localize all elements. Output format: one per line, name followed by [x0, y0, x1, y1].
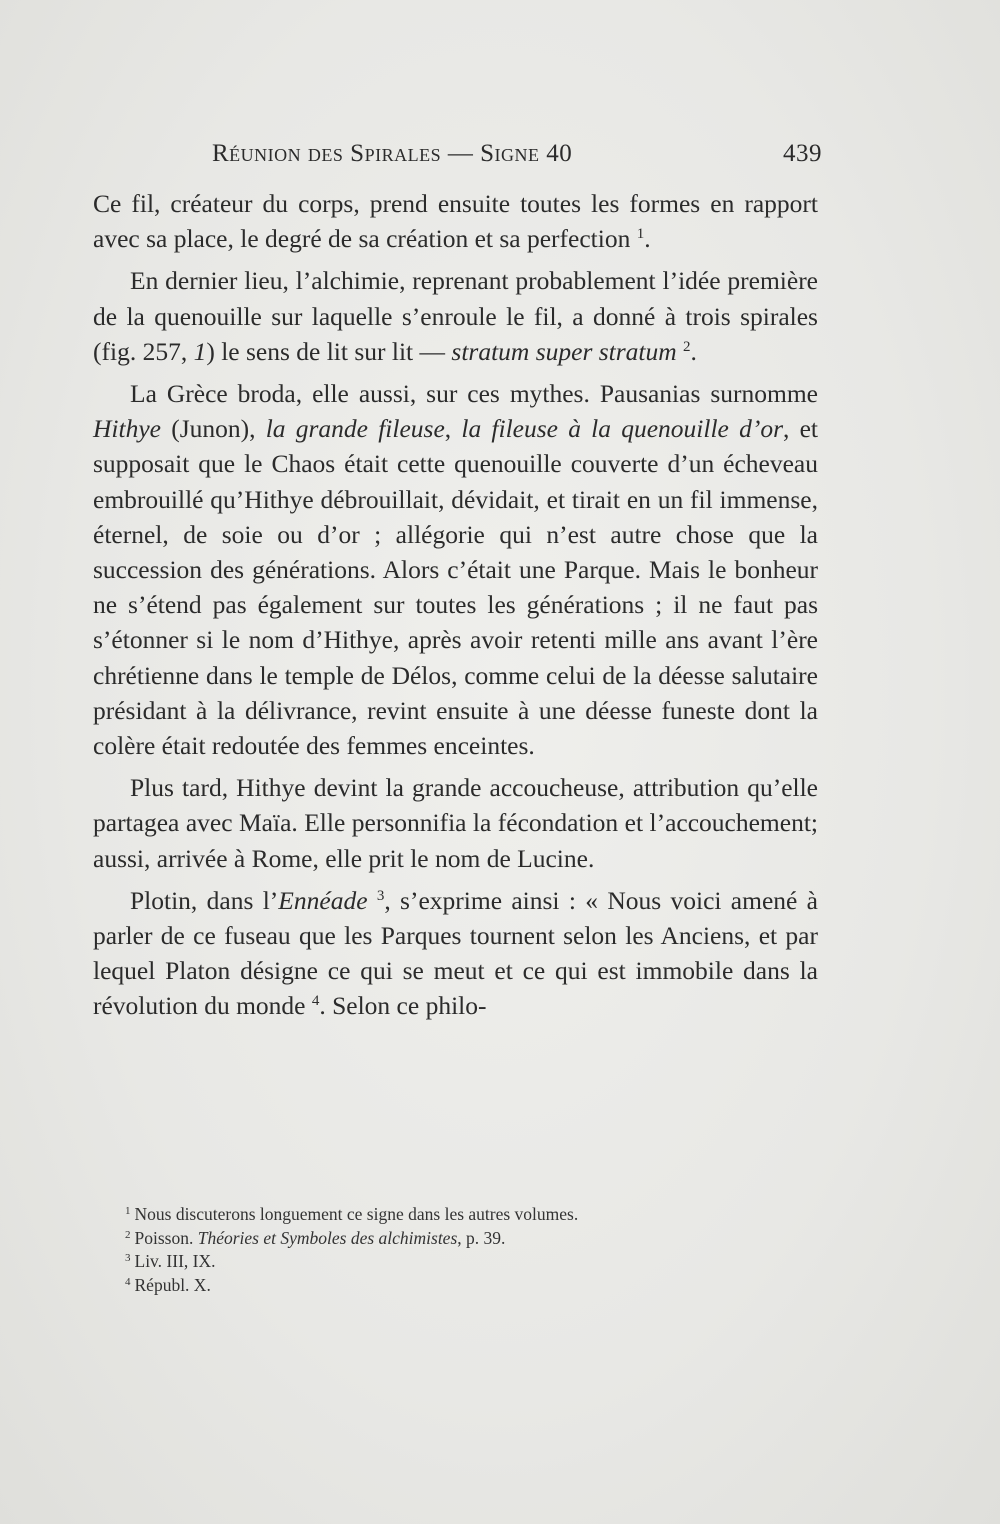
- footnotes: [125, 1203, 765, 1297]
- latin-phrase: stratum super stratum: [451, 336, 677, 366]
- footnote-number: 1: [125, 1205, 131, 1217]
- running-head: Réunion des Spirales — Signe 40: [212, 140, 573, 167]
- italic-epithet-2: la fileuse à la quenouille d’or: [461, 414, 783, 444]
- footnote-ref-4[interactable]: 4: [311, 993, 320, 1010]
- paragraph-3: La Grèce broda, elle aussi, sur ces mythes. Pausanias surnomme Hithye (Junon), la grande fileuse, la fileuse à la quenouille d’or, et supposait que le Chaos était cette quenouille couverte d’un écheveau embrouillé qu’Hithye débrouillait, dévidait, et tirait en un fil immense, éternel, de soie ou d’or ; allégorie qui n’est autre chose que la succession des générations. Alors c’était une Parque. Mais le bonheur ne s’étend pas également sur toutes les générations ; il ne faut pas s’étonner si le nom d’Hithye, après avoir retenti mille ans avant l’ère chrétienne dans le temple de Délos, comme celui de la déesse salutaire présidant à la délivrance, revint ensuite à une déesse funeste dont la colère était redoutée des femmes enceintes.: [93, 379, 818, 761]
- page-header: [212, 140, 822, 180]
- footnote-text: Nous discuterons longuement ce signe dans les autres volumes.: [134, 1204, 579, 1224]
- footnote-text: Républ. X.: [134, 1274, 211, 1295]
- paragraph-4: Plus tard, Hithye devint la grande accoucheuse, attribution qu’elle partagea avec Maïa. Elle personnifia la fécondation et l’accouchement; aussi, arrivée à Rome, elle prit le nom de Lucine.: [93, 773, 818, 873]
- paragraph-2: En dernier lieu, l’alchimie, reprenant probablement l’idée première de la quenouille sur laquelle s’enroule le fil, a donné à trois spirales (fig. 257, 1) le sens de lit sur lit — stratum super stratum $^2$.: [93, 266, 818, 366]
- footnote-1: [125, 1203, 765, 1227]
- paragraph-1: Ce fil, créateur du corps, prend ensuite toutes les formes en rapport avec sa place, le degré de sa création et sa perfection $^1$.: [93, 189, 818, 254]
- italic-title: Ennéade: [278, 885, 368, 915]
- footnote-number: 3: [125, 1252, 131, 1264]
- footnote-number: 2: [125, 1228, 131, 1241]
- footnote-number: 4: [125, 1275, 131, 1288]
- footnote-ref-2[interactable]: 2: [683, 338, 691, 355]
- paragraph-5: Plotin, dans l’Ennéade $^3$, s’exprime ainsi : « Nous voici amené à parler de ce fuseau que les Parques tournent selon les Anciens, et par lequel Platon désigne ce qui se meut et ce qui est immobile dans la révolution du monde $^4$. Selon ce philo-: [93, 885, 818, 1021]
- italic-name: Hithye: [93, 414, 161, 444]
- footnote-3: [125, 1250, 765, 1274]
- book-title: Théories et Symboles des alchimistes: [197, 1227, 458, 1248]
- page-number: 439: [783, 140, 822, 167]
- footnote-ref-1[interactable]: 1: [636, 226, 645, 243]
- footnote-ref-3[interactable]: 3: [376, 887, 385, 904]
- body-text: [93, 186, 818, 1024]
- footnote-text: Liv. III, IX.: [134, 1251, 216, 1271]
- figure-ref-number: 1: [193, 336, 207, 366]
- italic-epithet-1: la grande fileuse: [265, 414, 445, 444]
- footnote-2: $^2$ Poisson. Théories et Symboles des alchimistes, p. 39.: [125, 1227, 506, 1248]
- footnote-4: [125, 1274, 765, 1298]
